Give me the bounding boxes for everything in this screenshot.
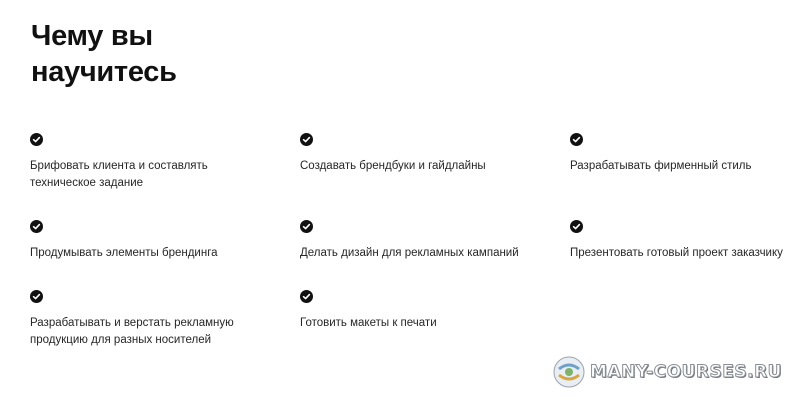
check-circle-icon: [30, 220, 43, 233]
skill-label: Разрабатывать фирменный стиль: [570, 160, 752, 172]
skill-label: Презентовать готовый проект заказчику: [570, 247, 783, 259]
watermark-logo-icon: [552, 355, 586, 389]
check-circle-icon: [300, 133, 313, 146]
skill-item: [300, 290, 530, 332]
watermark-text: MANY-COURSES.RU: [590, 362, 782, 382]
skill-label: Делать дизайн для рекламных кампаний: [300, 247, 519, 259]
skill-label: Продумывать элементы брендинга: [30, 247, 218, 259]
skill-item: [300, 220, 530, 262]
skill-item: [570, 133, 800, 175]
check-circle-icon: [30, 290, 43, 303]
section-title-line-2: научитесь: [31, 56, 177, 88]
skill-label: Готовить макеты к печати: [300, 317, 437, 329]
watermark: [552, 355, 782, 389]
section-title-line-1: Чему вы: [31, 20, 153, 52]
skill-item: [300, 133, 530, 175]
skill-item: [570, 220, 800, 262]
skill-item: [30, 220, 260, 262]
skill-label: Разрабатывать и верстать рекламную продукцию для разных носителей: [30, 317, 234, 346]
check-circle-icon: [570, 220, 583, 233]
check-circle-icon: [300, 290, 313, 303]
check-circle-icon: [570, 133, 583, 146]
skill-item: [30, 133, 260, 192]
skill-item: [30, 290, 260, 349]
skill-label: Создавать брендбуки и гайдлайны: [300, 160, 486, 172]
check-circle-icon: [30, 133, 43, 146]
section-title: [31, 18, 177, 90]
check-circle-icon: [300, 220, 313, 233]
skill-label: Брифовать клиента и составлять техническое задание: [30, 160, 208, 189]
